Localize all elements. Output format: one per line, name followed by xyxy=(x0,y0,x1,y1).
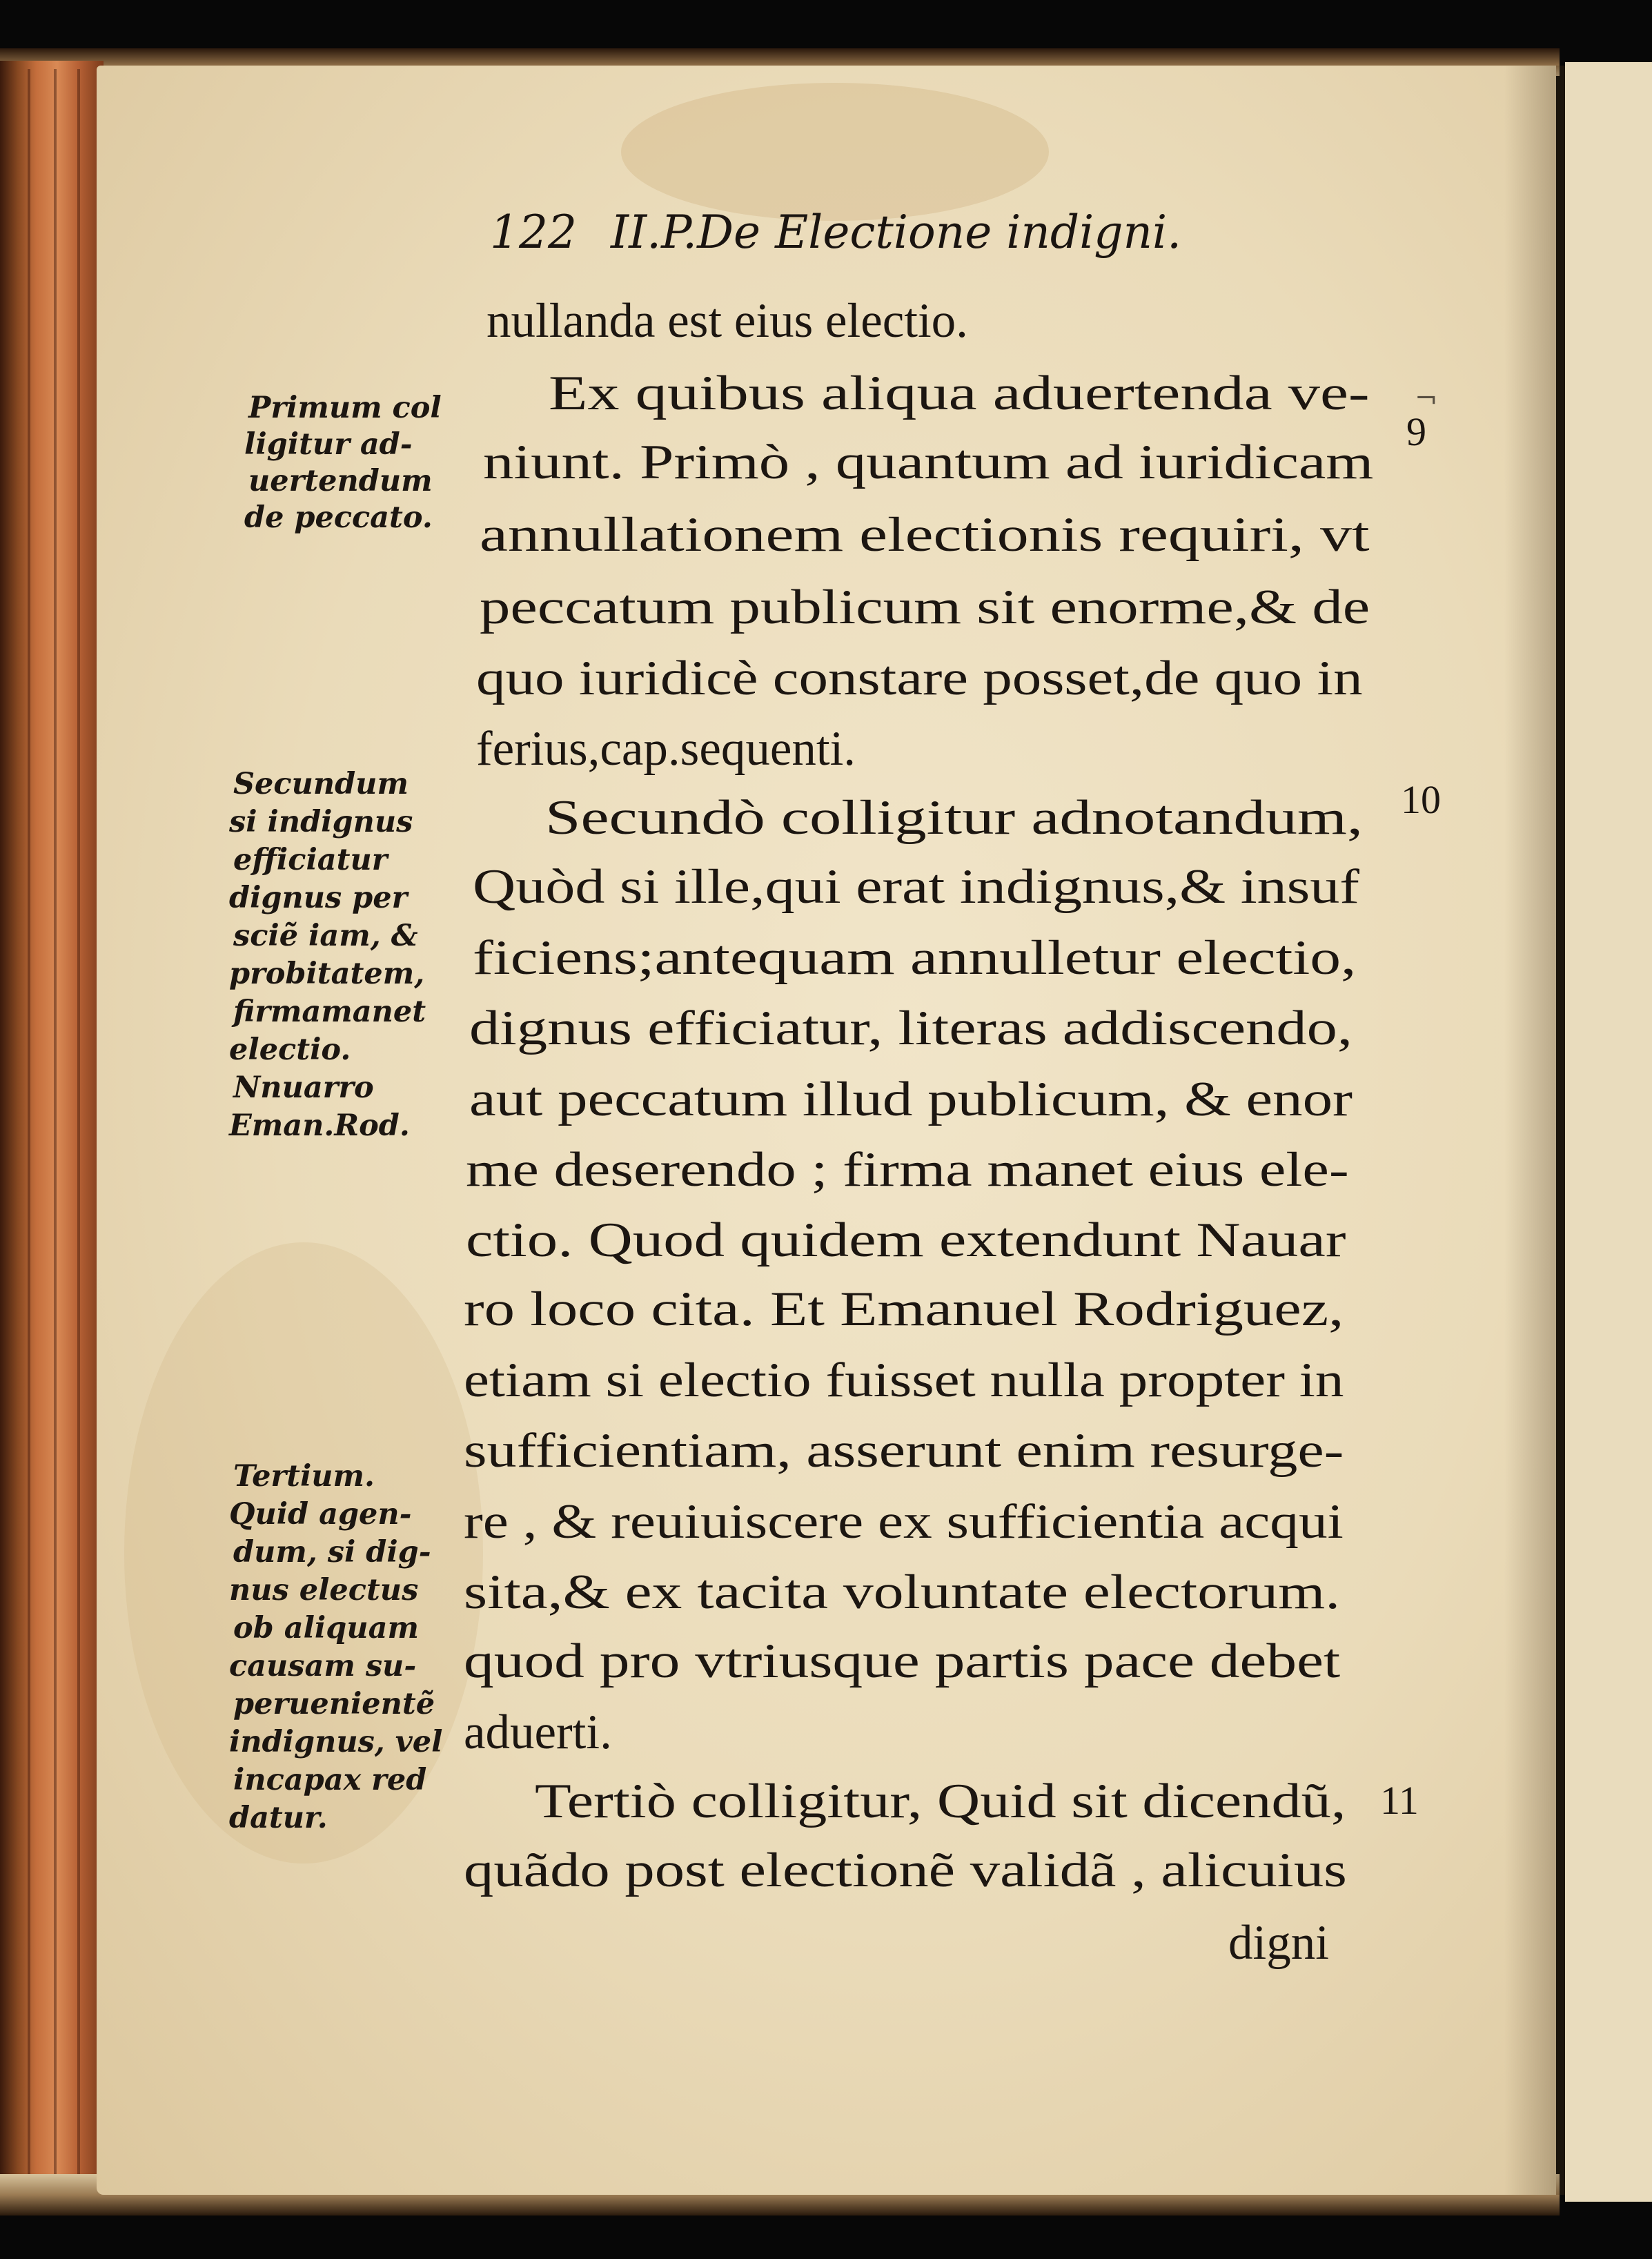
margin-note-line: ob aliquam xyxy=(233,1611,419,1645)
body-line: aut peccatum illud publicum, & enor xyxy=(469,1073,1353,1126)
margin-note-line: ligitur ad- xyxy=(244,427,413,462)
margin-note-line: Quid agen- xyxy=(229,1497,412,1532)
page-number: 122 xyxy=(490,206,577,259)
body-line: ferius,cap.sequenti. xyxy=(476,722,856,776)
body-line: ficiens;antequam annulletur electio, xyxy=(473,931,1357,985)
body-line: sufficientiam, asserunt enim resurge- xyxy=(464,1424,1344,1478)
margin-note-line: firmamanet xyxy=(233,995,426,1029)
body-line: Tertiò colligitur, Quid sit dicendũ, xyxy=(535,1774,1346,1828)
body-line: me deserendo ; firma manet eius ele- xyxy=(466,1143,1349,1197)
margin-note-line: Tertium. xyxy=(233,1459,375,1494)
body-line: annullationem electionis requiri, vt xyxy=(480,508,1370,562)
body-line: sita,& ex tacita voluntate electorum. xyxy=(464,1565,1341,1619)
margin-note-line: Eman.Rod. xyxy=(229,1108,410,1143)
body-line: etiam si electio fuisset nulla propter in xyxy=(464,1353,1344,1407)
margin-note-line: dignus per xyxy=(229,881,408,915)
ink-mark: ¬ xyxy=(1415,383,1438,415)
body-line: digni xyxy=(1228,1916,1329,1970)
margin-note-line: probitatem, xyxy=(229,957,425,991)
margin-note-line: electio. xyxy=(229,1033,351,1067)
margin-number: 10 xyxy=(1401,777,1441,822)
margin-note-line: sciẽ iam, & xyxy=(233,919,418,953)
margin-note-line: Primum col xyxy=(248,391,442,425)
margin-note-line: causam su- xyxy=(229,1649,417,1683)
body-line: quod pro vtriusque partis pace debet xyxy=(464,1634,1341,1688)
margin-note-line: uertendum xyxy=(248,464,433,498)
body-line: Quòd si ille,qui erat indignus,& insuf xyxy=(473,860,1360,914)
margin-note-line: dum, si dig- xyxy=(233,1535,431,1569)
body-line: re , & reuiuiscere ex sufficientia acqui xyxy=(464,1495,1344,1549)
margin-note-line: Secundum xyxy=(233,767,409,801)
margin-number: 9 xyxy=(1406,409,1426,454)
page-edge-line xyxy=(54,69,57,2181)
margin-note-line: nus electus xyxy=(229,1573,419,1607)
body-line: dignus efficiatur, literas addiscendo, xyxy=(469,1001,1353,1055)
margin-note-line: Nnuarro xyxy=(233,1070,374,1105)
body-line: nullanda est eius electio. xyxy=(486,294,968,348)
water-stain xyxy=(621,83,1049,221)
body-line: niunt. Primò , quantum ad iuridicam xyxy=(483,436,1374,489)
margin-note-line: si indignus xyxy=(229,805,413,839)
body-line: ctio. Quod quidem extendunt Nauar xyxy=(466,1213,1346,1267)
page-block-edge xyxy=(0,61,104,2187)
margin-note-line: incapax red xyxy=(233,1763,427,1797)
body-line: quãdo post electionẽ validã , alicuius xyxy=(464,1844,1347,1897)
body-line: quo iuridicè constare posset,de quo in xyxy=(476,652,1363,705)
page-edge-line xyxy=(28,69,30,2181)
body-line: aduerti. xyxy=(464,1705,612,1759)
page-edge-line xyxy=(77,69,80,2181)
margin-note-line: datur. xyxy=(229,1801,328,1835)
body-line: Secundò colligitur adnotandum, xyxy=(545,791,1364,845)
body-line: Ex quibus aliqua aduertenda ve- xyxy=(549,366,1370,420)
margin-note-line: indignus, vel xyxy=(229,1725,443,1759)
margin-note-line: de peccato. xyxy=(244,500,433,535)
body-line: peccatum publicum sit enorme,& de xyxy=(480,580,1370,634)
gutter-shadow xyxy=(1504,66,1566,2195)
margin-note-line: peruenientẽ xyxy=(233,1687,435,1721)
running-title: II.P.De Electione indigni. xyxy=(611,206,1182,259)
body-line: ro loco cita. Et Emanuel Rodriguez, xyxy=(464,1282,1344,1336)
facing-page-edge xyxy=(1565,62,1652,2202)
margin-number: 11 xyxy=(1380,1778,1419,1823)
margin-note-line: efficiatur xyxy=(233,843,388,877)
